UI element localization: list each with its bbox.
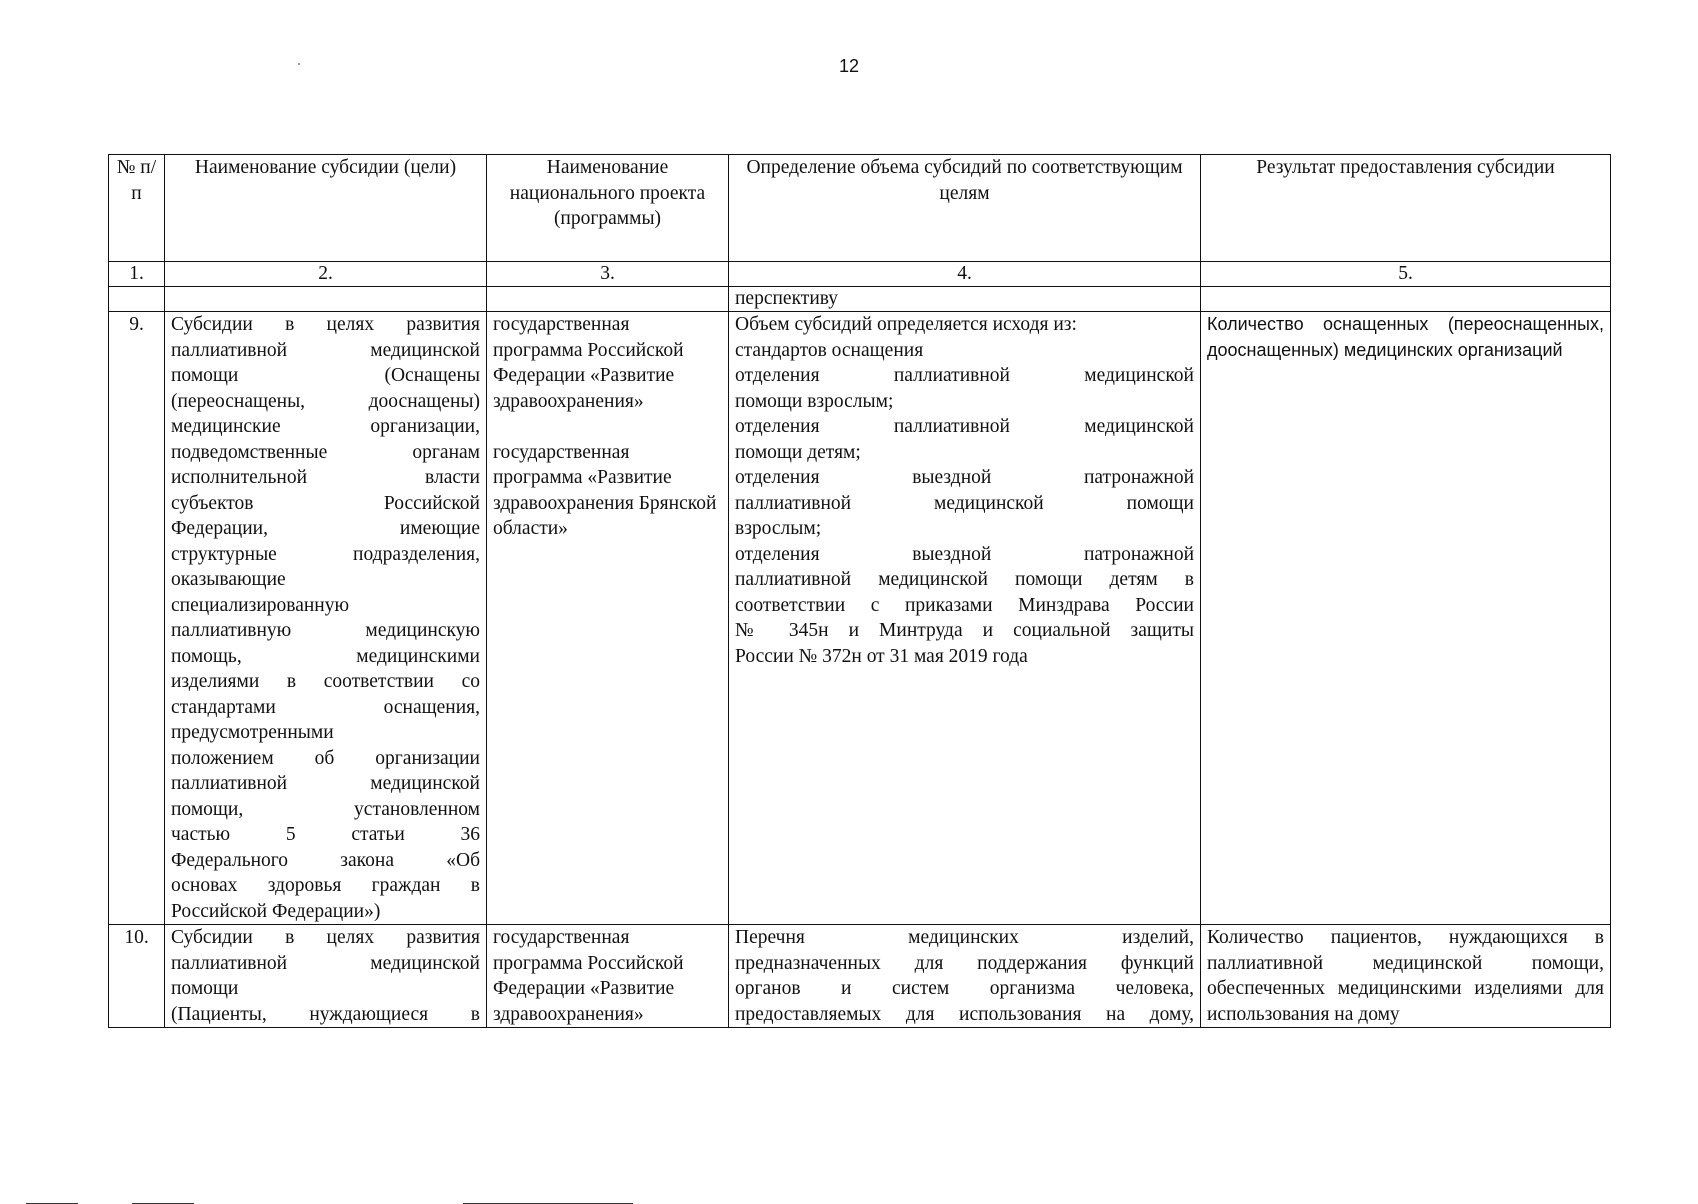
volume-line: отделения выездной патронажной <box>735 467 1194 488</box>
subsidy-name-line: специализированную <box>171 594 350 616</box>
subsidy-name-line: паллиативной медицинской <box>171 339 480 361</box>
subsidy-name-line: помощь, медицинскими <box>171 645 480 667</box>
subsidy-name-line: (Пациенты, нуждающиеся в <box>171 1003 480 1025</box>
subsidy-name-cell <box>165 925 487 1028</box>
regional-project-text: государственная программа «Развитие здравоохранения Брянской области» <box>493 441 717 539</box>
subsidy-name-line: медицинские организации, <box>171 416 480 437</box>
table-row <box>109 312 1611 925</box>
page-number: 12 <box>838 56 860 76</box>
column-number: 3. <box>487 262 729 287</box>
volume-line: помощи детям; <box>735 441 861 463</box>
volume-line: Объем субсидий определяется исходя из: <box>735 314 1077 335</box>
volume-definition-cell <box>729 925 1201 1028</box>
subsidy-name-line: структурные подразделения, <box>171 543 480 565</box>
subsidy-name-line: (переоснащены, дооснащены) <box>171 390 480 412</box>
subsidy-name-line: частью 5 статьи 36 <box>171 824 480 845</box>
header-subsidy-name: Наименование субсидии (цели) <box>165 155 487 262</box>
volume-definition-cell <box>729 312 1201 925</box>
subsidy-name-line: основах здоровья граждан в <box>171 875 480 896</box>
volume-line: отделения паллиативной медицинской <box>735 365 1194 386</box>
subsidy-name-line: Федерального закона «Об <box>171 849 480 871</box>
subsidy-name-line: стандартами оснащения, <box>171 696 480 718</box>
table-row <box>109 925 1611 1028</box>
result-cell <box>1201 925 1611 1028</box>
column-number-row <box>109 262 1611 287</box>
subsidy-name-line: исполнительной власти <box>171 467 480 488</box>
subsidy-name-line: паллиативную медицинскую <box>171 620 480 641</box>
result-text: Количество пациентов, нуждающихся в паллиативной медицинской помощи, обеспеченных медицинскими изделиями для использования на дому <box>1207 927 1604 1025</box>
volume-line: органов и систем организма человека, <box>735 978 1194 999</box>
row-number: 10. <box>109 925 165 1028</box>
volume-line: помощи взрослым; <box>735 390 894 412</box>
column-number: 2. <box>165 262 487 287</box>
continuation-text: перспективу <box>729 287 1201 312</box>
subsidy-name-line: положением об организации <box>171 747 480 769</box>
subsidy-name-line: Федерации, имеющие <box>171 518 480 539</box>
national-project-text: государственная программа Российской Федерации «Развитие здравоохранения» <box>493 314 684 412</box>
national-project-cell <box>487 312 729 925</box>
header-national-project: Наименование национального проекта (программы) <box>487 155 729 262</box>
volume-line: предназначенных для поддержания функций <box>735 952 1194 974</box>
subsidy-name-cell <box>165 312 487 925</box>
header-number: № п/п <box>109 155 165 262</box>
result-text: Количество оснащенных (переоснащенных, дооснащенных) медицинских организаций <box>1207 314 1604 360</box>
column-number: 5. <box>1201 262 1611 287</box>
column-number: 1. <box>109 262 165 287</box>
volume-line: стандартов оснащения <box>735 339 924 361</box>
volume-line: взрослым; <box>735 518 822 539</box>
subsidy-name-line: оказывающие <box>171 569 286 590</box>
volume-line: № 345н и Минтруда и социальной защиты <box>735 620 1194 641</box>
subsidy-name-line: паллиативной медицинской <box>171 773 480 794</box>
row-number: 9. <box>109 312 165 925</box>
subsidy-name-line: помощи <box>171 978 239 999</box>
subsidy-name-line: изделиями в соответствии со <box>171 671 480 692</box>
column-number: 4. <box>729 262 1201 287</box>
subsidy-name-line: Субсидии в целях развития <box>171 314 480 335</box>
continuation-row <box>109 287 1611 312</box>
result-cell <box>1201 312 1611 925</box>
volume-line: отделения выездной патронажной <box>735 543 1194 565</box>
volume-line: паллиативной медицинской помощи <box>735 492 1194 514</box>
subsidy-name-line: паллиативной медицинской <box>171 952 480 974</box>
header-row <box>109 155 1611 262</box>
subsidy-name-line: предусмотренными <box>171 722 334 743</box>
subsidy-name-line: Субсидии в целях развития <box>171 927 480 948</box>
header-result: Результат предоставления субсидии <box>1201 155 1611 262</box>
subsidy-name-line: помощи (Оснащены <box>171 365 480 386</box>
subsidy-name-line: субъектов Российской <box>171 492 480 514</box>
national-project-cell <box>487 925 729 1028</box>
volume-line: паллиативной медицинской помощи детям в <box>735 569 1194 590</box>
volume-line: России № 372н от 31 мая 2019 года <box>735 645 1028 667</box>
volume-line: Перечня медицинских изделий, <box>735 927 1194 948</box>
volume-line: предоставляемых для использования на дому, <box>735 1003 1194 1025</box>
national-project-text: государственная программа Российской Федерации «Развитие здравоохранения» <box>493 927 684 1025</box>
volume-line: соответствии с приказами Минздрава России <box>735 594 1194 616</box>
subsidy-name-line: Российской Федерации») <box>171 900 381 922</box>
subsidy-name-line: подведомственные органам <box>171 441 480 463</box>
subsidy-table <box>108 154 1611 1028</box>
volume-line: отделения паллиативной медицинской <box>735 416 1194 437</box>
subsidy-name-line: помощи, установленном <box>171 798 480 820</box>
header-volume-definition: Определение объема субсидий по соответствующим целям <box>729 155 1201 262</box>
